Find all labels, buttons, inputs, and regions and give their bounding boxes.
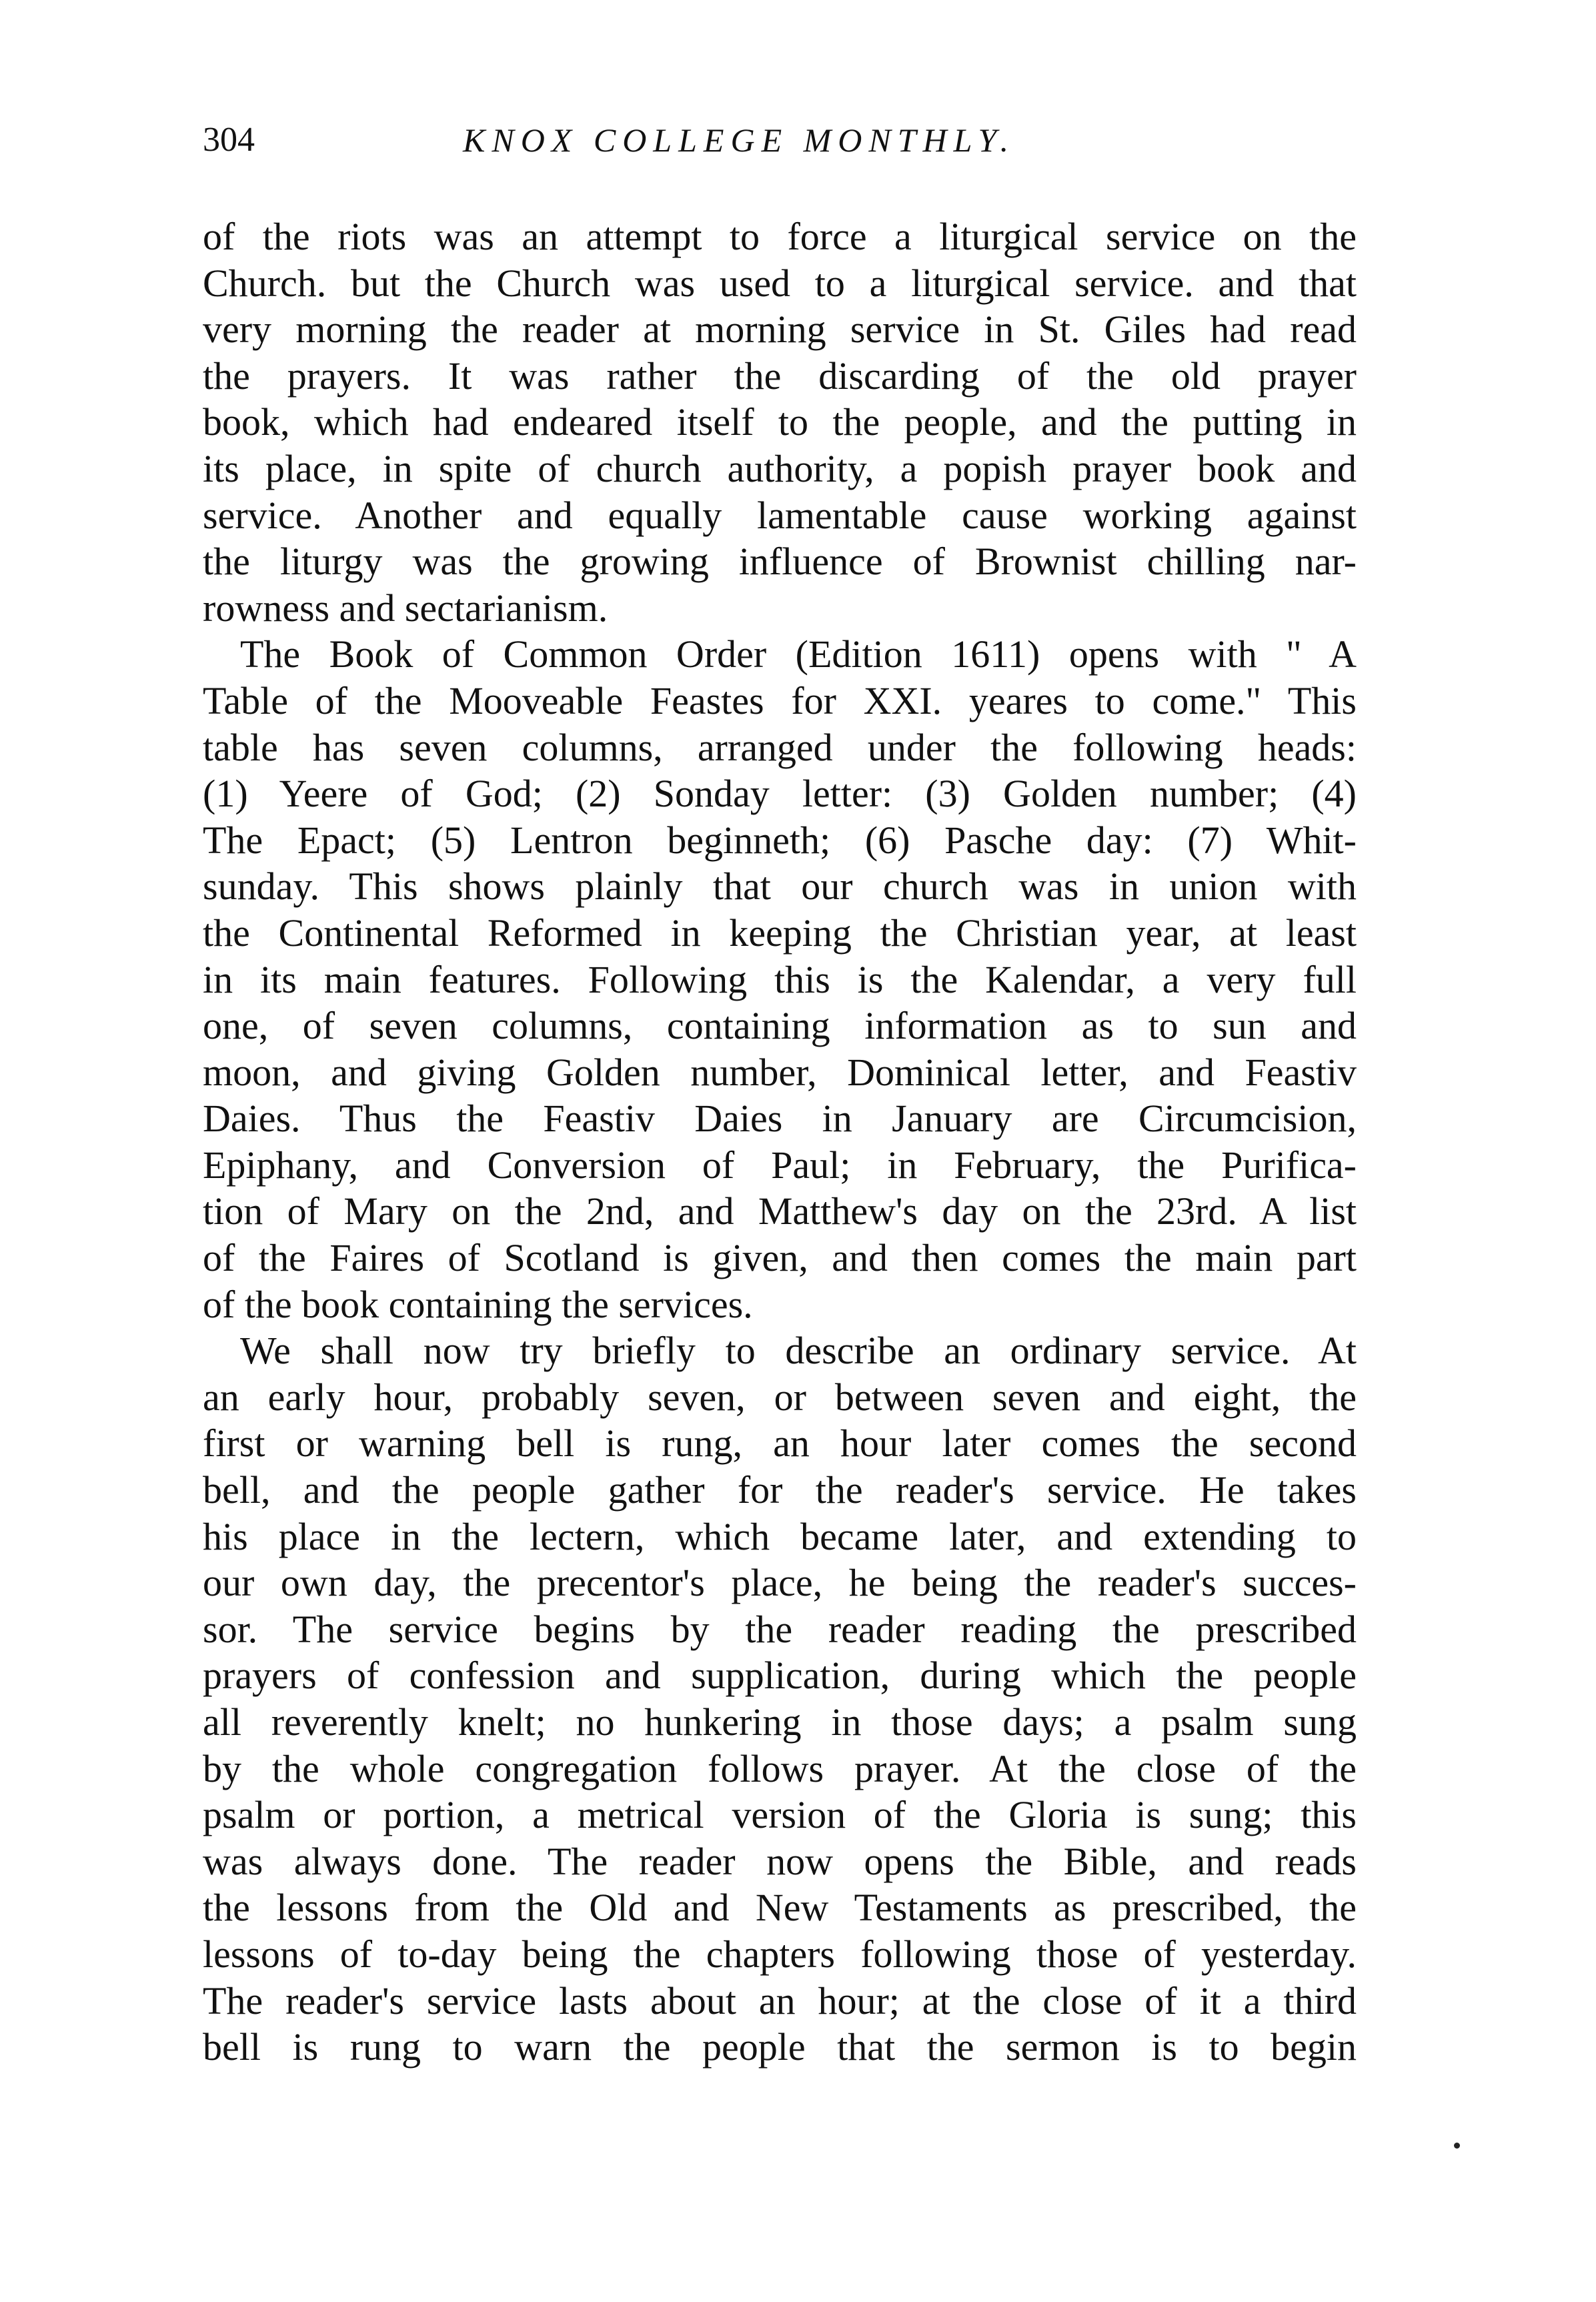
text-line: The reader's service lasts about an hour; at the close of it a third	[203, 1978, 1357, 2023]
text-line: was always done. The reader now opens the Bible, and reads	[203, 1839, 1357, 1883]
text-line: prayers of confession and supplication, during which the people	[203, 1654, 1357, 1698]
page-header	[203, 113, 1370, 167]
text-line: Church. but the Church was used to a liturgical service. and that	[203, 261, 1357, 305]
text-line: the Continental Reformed in keeping the Christian year, at least	[203, 911, 1357, 955]
text-line: psalm or portion, a metrical version of the Gloria is sung; this	[203, 1793, 1357, 1837]
text-line: very morning the reader at morning service in St. Giles had read	[203, 308, 1357, 352]
text-line: Daies. Thus the Feastiv Daies in January are Circumcision,	[203, 1097, 1357, 1141]
text-line: rowness and sectarianism.	[203, 586, 608, 630]
text-line: The Epact; (5) Lentron beginneth; (6) Pasche day: (7) Whit-	[203, 818, 1357, 862]
text-line: sunday. This shows plainly that our church was in union with	[203, 865, 1357, 909]
text-line: first or warning bell is rung, an hour later comes the second	[203, 1421, 1357, 1466]
paragraph-first-line: The Book of Common Order (Edition 1611) opens with " A	[240, 632, 1357, 676]
body-text	[203, 213, 1357, 2071]
text-line: by the whole congregation follows prayer. At the close of the	[203, 1746, 1357, 1790]
text-line: service. Another and equally lamentable cause working against	[203, 493, 1357, 537]
text-line: our own day, the precentor's place, he being the reader's succes-	[203, 1561, 1357, 1605]
text-line: its place, in spite of church authority, a popish prayer book and	[203, 446, 1357, 490]
text-line: the lessons from the Old and New Testaments as prescribed, the	[203, 1886, 1357, 1930]
text-line: in its main features. Following this is the Kalendar, a very full	[203, 957, 1357, 1001]
text-line: his place in the lectern, which became later, and extending to	[203, 1514, 1357, 1558]
text-line: table has seven columns, arranged under the following heads:	[203, 725, 1357, 769]
ink-speck	[1454, 2143, 1460, 2149]
text-line: of the Faires of Scotland is given, and then comes the main part	[203, 1236, 1357, 1280]
page-number: 304	[203, 121, 255, 159]
text-line: moon, and giving Golden number, Dominical letter, and Feastiv	[203, 1050, 1357, 1094]
text-line: tion of Mary on the 2nd, and Matthew's day on the 23rd. A list	[203, 1189, 1357, 1233]
text-line: book, which had endeared itself to the people, and the putting in	[203, 400, 1357, 444]
text-line: bell, and the people gather for the reader's service. He takes	[203, 1468, 1357, 1512]
text-line: bell is rung to warn the people that the sermon is to begin	[203, 2025, 1357, 2069]
paragraph-first-line: We shall now try briefly to describe an ordinary service. At	[240, 1329, 1357, 1373]
text-line: (1) Yeere of God; (2) Sonday letter: (3) Golden number; (4)	[203, 772, 1357, 816]
text-line: of the book containing the services.	[203, 1282, 753, 1326]
text-line: the prayers. It was rather the discarding of the old prayer	[203, 354, 1357, 398]
text-line: an early hour, probably seven, or between seven and eight, the	[203, 1375, 1357, 1419]
text-line: all reverently knelt; no hunkering in those days; a psalm sung	[203, 1700, 1357, 1744]
running-head: KNOX COLLEGE MONTHLY.	[463, 121, 1016, 159]
text-line: the liturgy was the growing influence of Brownist chilling nar-	[203, 540, 1357, 584]
text-line: Table of the Mooveable Feastes for XXI. yeares to come." This	[203, 678, 1357, 722]
text-line: sor. The service begins by the reader reading the prescribed	[203, 1607, 1357, 1651]
text-line: lessons of to-day being the chapters following those of yesterday.	[203, 1932, 1357, 1976]
text-line: one, of seven columns, containing information as to sun and	[203, 1004, 1357, 1048]
text-line: Epiphany, and Conversion of Paul; in February, the Purifica-	[203, 1143, 1357, 1187]
text-line: of the riots was an attempt to force a liturgical service on the	[203, 215, 1357, 258]
